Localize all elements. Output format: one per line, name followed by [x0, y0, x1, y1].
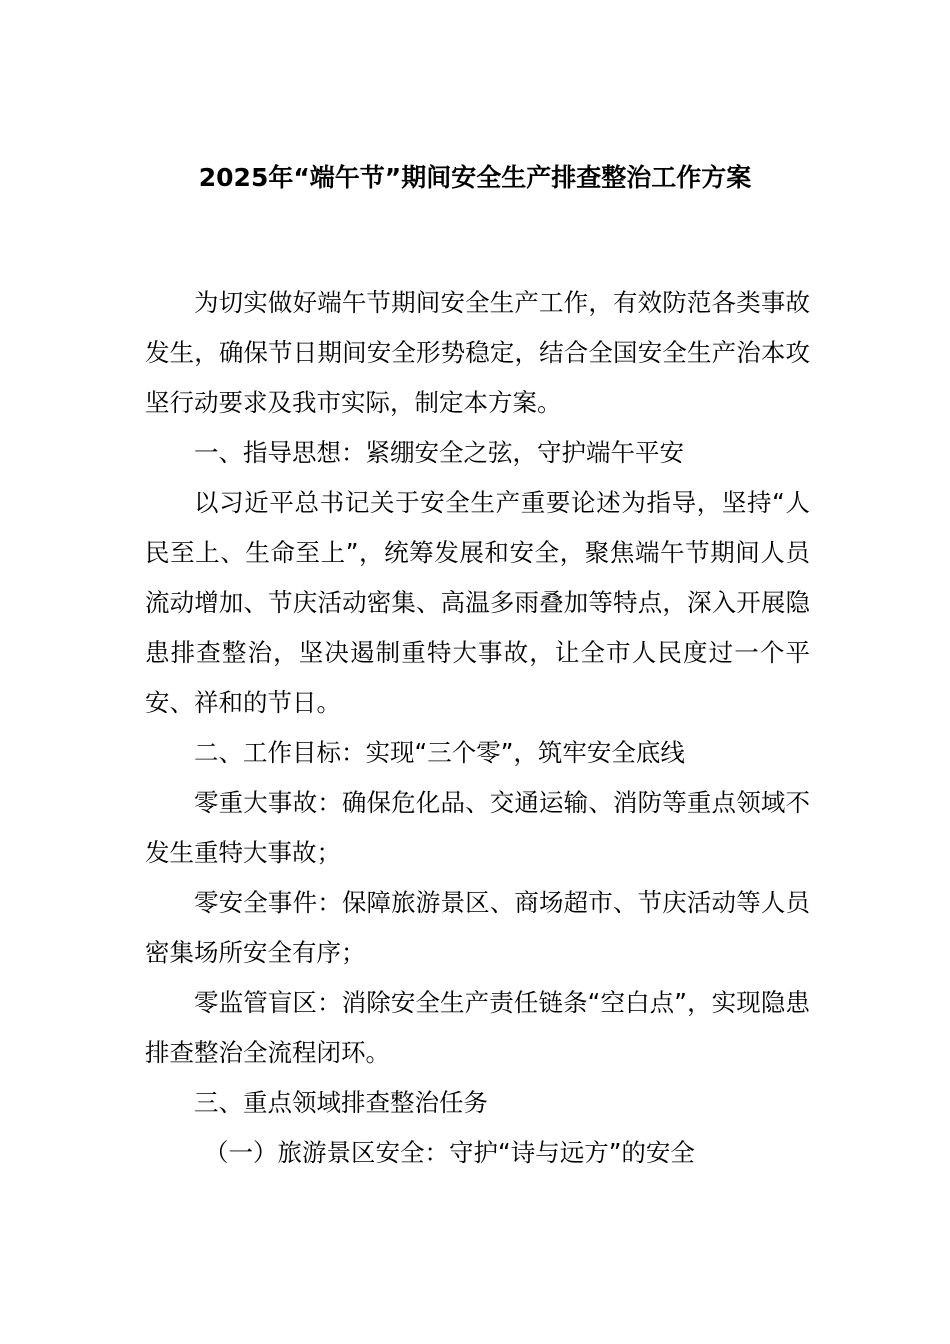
section-heading-key-areas: 三、重点领域排查整治任务 [194, 1088, 488, 1117]
intro-paragraph: 为切实做好端午节期间安全生产工作，有效防范各类事故发生，确保节日期间安全形势稳定，结合全国安全生产治本攻坚行动要求及我市实际，制定本方案。 [145, 288, 810, 417]
goal-zero-major-accidents: 零重大事故：确保危化品、交通运输、消防等重点领域不发生重特大事故； [145, 788, 810, 867]
subsection-heading-tourism-safety: （一）旅游景区安全：守护“诗与远方”的安全 [204, 1138, 695, 1167]
section-heading-guiding-thought: 一、指导思想：紧绷安全之弦，守护端午平安 [194, 438, 684, 467]
document-title: 2025年“端午节”期间安全生产排查整治工作方案 [198, 163, 752, 192]
document-body [145, 278, 810, 1178]
goal-zero-blind-spots: 零监管盲区：消除安全生产责任链条“空白点”，实现隐患排查整治全流程闭环。 [145, 988, 810, 1067]
goal-zero-safety-incidents: 零安全事件：保障旅游景区、商场超市、节庆活动等人员密集场所安全有序； [145, 888, 810, 967]
section-heading-work-goals: 二、工作目标：实现“三个零”，筑牢安全底线 [194, 738, 685, 767]
guiding-thought-paragraph: 以习近平总书记关于安全生产重要论述为指导，坚持“人民至上、生命至上”，统筹发展和安全，聚焦端午节期间人员流动增加、节庆活动密集、高温多雨叠加等特点，深入开展隐患排查整治，坚决遏制重特大事故，让全市人民度过一个平安、祥和的节日。 [145, 488, 810, 717]
